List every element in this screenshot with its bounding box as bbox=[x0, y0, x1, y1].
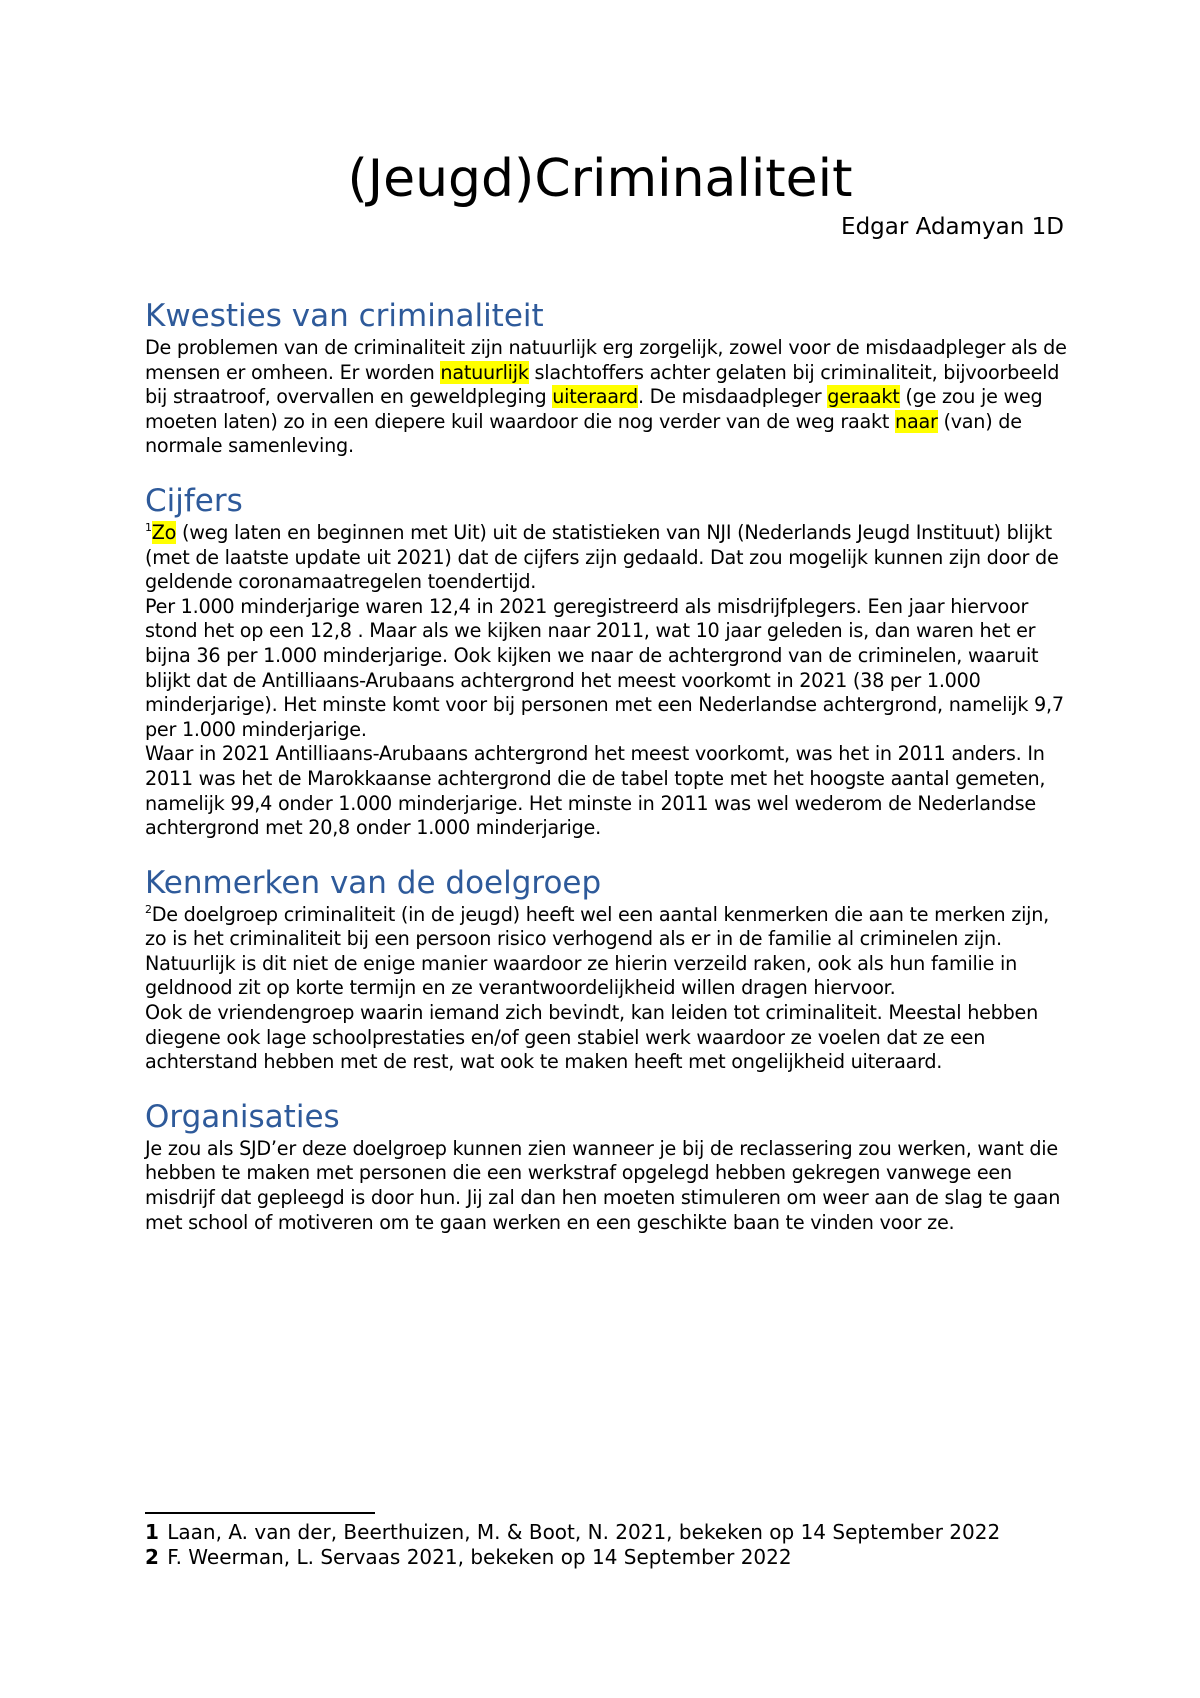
paragraph-kenmerken-1 bbox=[145, 903, 1075, 1001]
text-run: De doelgroep criminaliteit (in de jeugd) heeft wel een aantal kenmerken die aan te merken zijn, zo is het criminaliteit bij een persoon risico verhogend als er in de familie al criminelen zijn. Natuurlijk is dit niet de enige manier waardoor ze hierin verzeild raken, ook als hun familie in geldnood zit op korte termijn en ze verantwoordelijkheid willen dragen hiervoor. bbox=[145, 902, 1050, 1000]
footnote-text: Laan, A. van der, Beerthuizen, M. & Boot, N. 2021, bekeken op 14 September 2022 bbox=[167, 1520, 1001, 1544]
footnote-number: 2 bbox=[145, 1545, 159, 1569]
section-kwesties bbox=[145, 296, 1075, 459]
highlighted-word: geraakt bbox=[827, 385, 900, 409]
heading-organisaties: Organisaties bbox=[145, 1098, 340, 1135]
highlighted-word: naar bbox=[895, 409, 938, 433]
document-body bbox=[145, 296, 1075, 1257]
paragraph-kenmerken-2: Ook de vriendengroep waarin iemand zich bevindt, kan leiden tot criminaliteit. Meestal hebben diegene ook lage schoolprestaties en/of geen stabiel werk waardoor ze voelen dat ze een achterstand hebben met de rest, wat ook te maken heeft met ongelijkheid uiteraard. bbox=[145, 1001, 1038, 1074]
footnote-reference-1[interactable]: 1 bbox=[145, 520, 152, 534]
footnote-text: F. Weerman, L. Servaas 2021, bekeken op 14 September 2022 bbox=[167, 1545, 792, 1569]
highlighted-word: Zo bbox=[151, 520, 177, 544]
footnote-reference-2[interactable]: 2 bbox=[145, 902, 152, 916]
heading-kwesties: Kwesties van criminaliteit bbox=[145, 298, 544, 334]
footnote-number: 1 bbox=[145, 1520, 159, 1544]
text-run: . De misdaadpleger bbox=[637, 385, 828, 409]
footnote-2 bbox=[145, 1545, 1075, 1570]
paragraph-cijfers-3: Waar in 2021 Antilliaans-Arubaans achtergrond het meest voorkomt, was het in 2011 anders. In 2011 was het de Marokkaanse achtergrond die de tabel topte met het hoogste aantal gemeten, namelijk 99,4 onder 1.000 minderjarige. Het minste in 2011 was wel wederom de Nederlandse achtergrond met 20,8 onder 1.000 minderjarige. bbox=[145, 742, 1046, 840]
paragraph-cijfers-2: Per 1.000 minderjarige waren 12,4 in 2021 geregistreerd als misdrijfplegers. Een jaar hiervoor stond het op een 12,8 . Maar als we kijken naar 2011, wat 10 jaar geleden is, dan waren het er bijna 36 per 1.000 minderjarige. Ook kijken we naar de achtergrond van de criminelen, waaruit blijkt dat de Antilliaans-Arubaans achtergrond het meest voorkomt in 2021 (38 per 1.000 minderjarige). Het minste komt voor bij personen met een Nederlandse achtergrond, namelijk 9,7 per 1.000 minderjarige. bbox=[145, 594, 1064, 741]
paragraph-kwesties bbox=[145, 336, 1075, 459]
highlighted-word: uiteraard bbox=[552, 385, 638, 409]
footnote-separator bbox=[145, 1512, 375, 1514]
section-kenmerken bbox=[145, 863, 1075, 1075]
footnote-1 bbox=[145, 1520, 1075, 1545]
section-cijfers bbox=[145, 481, 1075, 841]
heading-cijfers: Cijfers bbox=[145, 482, 243, 519]
paragraph-organisaties: Je zou als SJD’er deze doelgroep kunnen zien wanneer je bij de reclassering zou werken, want die hebben te maken met personen die een werkstraf opgelegd hebben gekregen vanwege een misdrijf dat gepleegd is door hun. Jij zal dan hen moeten stimuleren om weer aan de slag te gaan met school of motiveren om te gaan werken en een geschikte baan te vinden voor ze. bbox=[145, 1136, 1061, 1234]
section-organisaties bbox=[145, 1097, 1075, 1235]
highlighted-word: natuurlijk bbox=[440, 360, 529, 384]
text-run: (ge zou je weg moeten laten) zo in een diepere kuil waardoor die nog verder van de weg raakt bbox=[145, 385, 1043, 433]
heading-kenmerken: Kenmerken van de doelgroep bbox=[145, 864, 602, 901]
text-run: De problemen van de criminaliteit zijn natuurlijk erg zorgelijk, zowel voor de misdaadpleger als de mensen er omheen. Er worden bbox=[145, 336, 1067, 384]
text-run: slachtoffers achter gelaten bij criminaliteit, bijvoorbeeld bij straatroof, overvallen en geweldpleging bbox=[145, 360, 1060, 409]
author-name: Edgar Adamyan 1D bbox=[841, 214, 1064, 240]
footnotes bbox=[145, 1520, 1075, 1570]
paragraph-cijfers-1 bbox=[145, 521, 1075, 595]
text-run: (van) de normale samenleving. bbox=[145, 409, 1022, 458]
document-title: (Jeugd)Criminaliteit bbox=[347, 149, 853, 209]
text-run: (weg laten en beginnen met Uit) uit de statistieken van NJI (Nederlands Jeugd Instituut) blijkt (met de laatste update uit 2021) dat de cijfers zijn gedaald. Dat zou mogelijk kunnen zijn door de geldende coronamaatregelen toendertijd. bbox=[145, 520, 1059, 594]
